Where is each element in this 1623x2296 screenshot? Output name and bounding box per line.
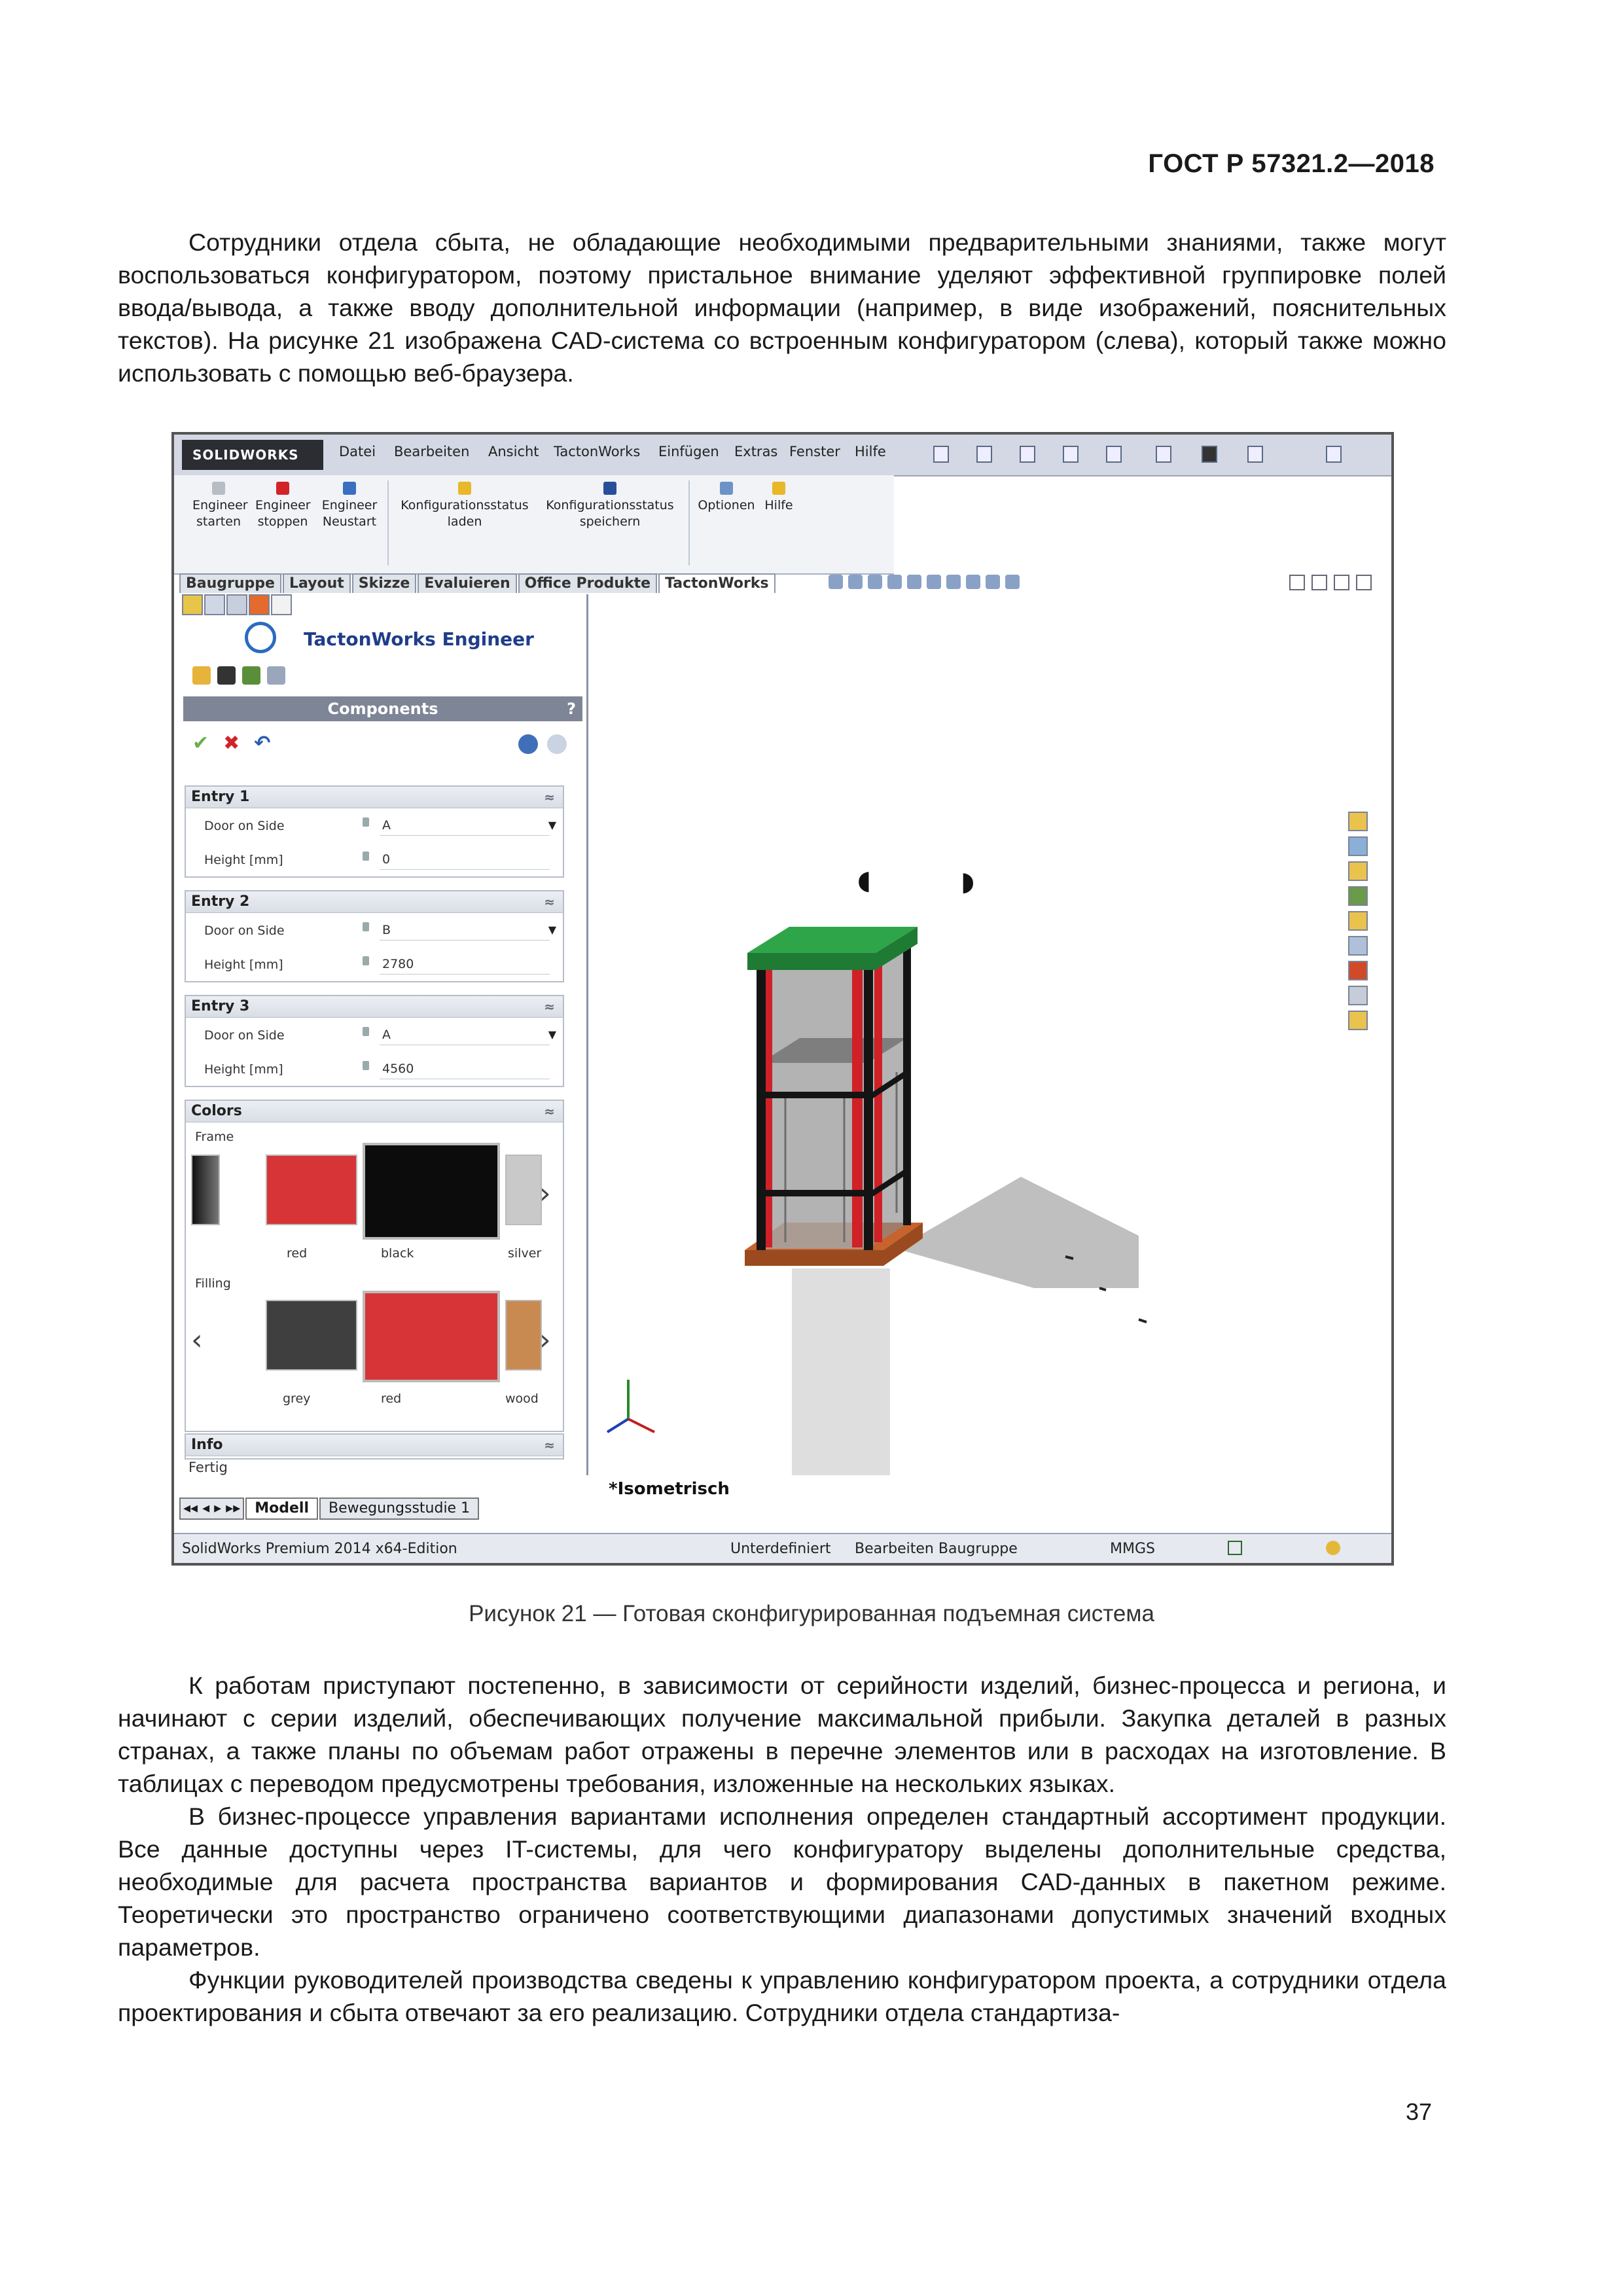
property-manager-icon[interactable] [204,594,225,615]
appearances-icon[interactable] [1348,911,1368,931]
frame-post [757,961,766,1250]
filling-option-label: grey [283,1391,311,1406]
traffic-light-icon[interactable] [217,666,236,685]
window-controls [1283,575,1372,593]
status-bar [174,1533,1391,1563]
group-header[interactable]: Info ≈ [186,1435,563,1456]
cancel-icon[interactable]: ✖ [223,732,240,755]
forward-icon[interactable] [547,734,567,754]
engineer-stop-button[interactable]: Engineer stoppen [255,482,310,530]
edit-mode: Bearbeiten Baugruppe [855,1541,1018,1557]
next-arrow-icon[interactable]: › [539,1323,551,1357]
height-row: Height [mm] 4560 [186,1052,563,1086]
frame-post [903,936,911,1225]
undo-icon[interactable] [1106,446,1122,463]
height-row: Height [mm] 0 [186,842,563,876]
appearance-icon[interactable] [249,594,270,615]
tab-modell[interactable]: Modell [245,1498,318,1520]
door-on-side-select[interactable]: A [380,815,550,836]
filling-option-label: wood [505,1391,539,1406]
feature-tree-icon[interactable] [182,594,203,615]
restore-icon[interactable] [1334,575,1349,590]
paragraph: Функции руководителей производства сведены к управлению конфигуратором проекта, а сотрудники отдела проектирования и сбыта отвечают за его реализацию. Сотрудники отдела стандартиза- [118,1966,1446,2026]
door-on-side-row: Door on Side B ▼ [186,913,563,947]
edition-text: SolidWorks Premium 2014 x64-Edition [182,1541,457,1557]
design-library-icon[interactable] [1348,836,1368,856]
previous-arrow-icon[interactable]: ‹ [191,1323,203,1357]
lifting-eye: ◖ [857,865,872,895]
door-on-side-select[interactable]: A [380,1024,550,1045]
navigation-buttons [509,734,567,757]
info-group [185,1433,564,1460]
dropdown-icon[interactable]: ▼ [548,924,556,936]
export-icon[interactable] [242,666,260,685]
confirm-icon[interactable]: ✔ [192,732,209,755]
command-tabs [179,573,777,593]
select-icon[interactable] [1156,446,1171,463]
menu-item[interactable]: Datei [339,444,376,459]
view-toolbar [829,575,1025,592]
tab-baugruppe[interactable]: Baugruppe [179,573,281,593]
appearance-icon[interactable] [966,575,980,589]
height-input[interactable]: 4560 [380,1058,550,1079]
collapse-icon[interactable]: ≈ [544,894,555,910]
help-icon[interactable]: ? [567,700,576,718]
panel-toolbar [182,594,293,620]
undo-icon[interactable]: ↶ [254,732,271,755]
open-folder-icon[interactable] [976,446,992,463]
collapse-icon[interactable]: ≈ [544,999,555,1014]
panel-title: TactonWorks Engineer [304,628,534,650]
model-reflection [792,1268,890,1475]
task-pane-strip [1348,812,1370,1035]
collapse-icon[interactable]: ≈ [544,1103,555,1119]
roof-front [747,953,876,970]
tab-skizze[interactable]: Skizze [352,573,417,593]
height-input[interactable]: 0 [380,849,550,870]
custom-properties-icon[interactable] [1348,936,1368,956]
engineer-start-button[interactable]: Engineer starten [192,482,245,530]
figure-caption: Рисунок 21 — Готовая сконфигурированная подъемная система [469,1601,1154,1626]
start-icon [212,482,225,495]
filling-swatch-red[interactable] [363,1291,500,1382]
folder-icon [458,482,471,495]
next-arrow-icon[interactable]: › [539,1177,551,1210]
rebuild-icon[interactable] [1228,1541,1242,1555]
entry-group [185,785,564,878]
dropdown-icon[interactable]: ▼ [548,819,556,831]
frame-option-label: silver [508,1246,542,1261]
definition-state: Unterdefiniert [730,1541,831,1557]
height-row: Height [mm] 2780 [186,947,563,981]
tab-evaluieren[interactable]: Evaluieren [418,573,516,593]
menu-bar [174,435,1391,476]
menu-item[interactable]: Fenster [789,444,840,459]
load-configuration-button[interactable]: Konfigurationsstatus laden [395,482,534,530]
minimize-icon[interactable] [1311,575,1327,590]
menu-item[interactable]: Bearbeiten [394,444,470,459]
back-icon[interactable] [518,734,538,754]
hide-show-icon[interactable] [946,575,961,589]
frame-option-label: black [381,1246,414,1261]
lock-icon [363,1027,369,1036]
graphics-viewport[interactable] [589,594,1374,1475]
close-icon[interactable] [1356,575,1372,590]
stop-icon [276,482,289,495]
intro-paragraph [118,226,1446,389]
menu-item[interactable]: Einfügen [658,444,719,459]
frame-option-label: red [287,1246,308,1261]
lock-icon [363,922,369,931]
frame-post [864,961,873,1250]
frame-swatch-black[interactable] [363,1143,500,1240]
menu-item[interactable]: TactonWorks [554,444,641,459]
height-input[interactable]: 2780 [380,954,550,975]
colors-group [185,1100,564,1432]
elevator-model [589,594,1374,1475]
resources-icon[interactable] [1348,812,1368,831]
entry-group [185,890,564,982]
group-header[interactable]: Entry 1 ≈ [186,787,563,808]
frame-swatch-red[interactable] [266,1155,357,1225]
filling-swatch-wood[interactable] [505,1300,542,1371]
ribbon-separator [387,480,389,565]
section-view-icon[interactable] [887,575,902,589]
scroll-arrows-icon[interactable]: ◂◂ ◂ ▸ ▸▸ [179,1498,244,1520]
previous-view-icon[interactable] [868,575,882,589]
door-on-side-select[interactable]: B [380,920,550,941]
standard-designation: ГОСТ Р 57321.2—2018 [1148,149,1435,178]
group-header[interactable]: Entry 3 ≈ [186,996,563,1018]
lock-icon [363,1061,369,1070]
bottom-tabs [179,1498,480,1520]
save-icon[interactable] [1020,446,1035,463]
options-icon [720,482,733,495]
scene-icon[interactable] [986,575,1000,589]
help-icon [772,482,785,495]
window-restore-icon[interactable] [1326,446,1342,463]
print-icon[interactable] [1063,446,1079,463]
lifting-eye: ◗ [961,867,975,897]
ribbon-separator [688,480,690,565]
tile-icon[interactable] [1289,575,1305,590]
file-explorer-icon[interactable] [1348,861,1368,881]
tab-tactonworks[interactable]: TactonWorks [658,573,776,593]
restart-icon [343,482,356,495]
base-front [745,1250,883,1266]
zoom-area-icon[interactable] [848,575,863,589]
forum-icon[interactable] [1348,986,1368,1005]
menu-item[interactable]: Extras [734,444,778,459]
tab-office-produkte[interactable]: Office Produkte [518,573,657,593]
group-header[interactable]: Entry 2 ≈ [186,891,563,913]
document-icon[interactable] [267,666,285,685]
lock-icon [363,852,369,861]
frame-swatch-silver[interactable] [505,1155,542,1225]
options-button[interactable]: Optionen [695,482,758,514]
paragraph: К работам приступают постепенно, в зависимости от серийности изделий, бизнес-процесса и региона, и начинают с серии изделий, обеспечивающих получение максимальной прибыли. Закупка деталей в разных странах, а также планы по объемам работ отражены в перечне элементов или в расходах на изготовление. В таблицах с переводом предусмотрены требования, изложенные на нескольких языках. [118,1672,1446,1797]
lock-icon [363,956,369,965]
tactonworks-icon[interactable] [271,594,292,615]
tab-bewegungsstudie[interactable]: Bewegungsstudie 1 [319,1498,479,1520]
options-icon[interactable] [1247,446,1263,463]
view-orientation-icon[interactable] [907,575,921,589]
unit-system[interactable]: MMGS [1110,1541,1155,1557]
scenes-icon[interactable] [1348,961,1368,980]
red-accent-strip [874,961,882,1242]
status-text: Fertig [188,1460,228,1475]
action-bar [192,732,270,755]
red-accent-strip [852,967,863,1247]
components-header: Components ? [183,696,582,721]
model-shadow [897,1177,1139,1288]
dropdown-icon[interactable]: ▼ [548,1028,556,1041]
filling-label: Filling [195,1276,231,1291]
save-configuration-button[interactable]: Konfigurationsstatus speichern [541,482,679,530]
help-bulb-icon[interactable] [1326,1541,1340,1555]
door-on-side-row: Door on Side A ▼ [186,1018,563,1052]
ribbon [174,475,894,575]
red-accent-strip [766,967,772,1247]
paragraph: Сотрудники отдела сбыта, не обладающие необходимыми предварительными знаниями, также могут воспользоваться конфигуратором, поэтому пристальное внимание уделяют эффективной группировке полей ввода/вывода, а также вводу дополнительной информации (например, в виде изображений, пояснительных текстов). На рисунке 21 изображена CAD-система со встроенным конфигуратором (слева), который также можно использовать с помощью веб-браузера. [118,228,1446,387]
configurator-panel [179,594,588,1475]
paragraph: В бизнес-процессе управления вариантами исполнения определен стандартный ассортимент продукции. Все данные доступны через IT-системы, для чего конфигуратору выделены дополнительные средства, необходимые для расчета пространства вариантов и формирования CAD-данных в пакетном режиме. Теоретически это пространство ограничено соответствующими диапазонами допустимых значений входных параметров. [118,1803,1446,1961]
axis-triad-icon [607,1380,654,1432]
expand-icon[interactable]: ≈ [544,1437,555,1453]
traffic-light-icon[interactable] [1202,446,1217,463]
tacton-pane-icon[interactable] [1348,1011,1368,1030]
configure-icon[interactable] [192,666,211,685]
filling-swatch-grey[interactable] [266,1300,357,1371]
page-number: 37 [1405,2098,1432,2125]
entry-group [185,995,564,1087]
panel-icons [192,666,292,687]
menu-item[interactable]: Ansicht [488,444,539,459]
collapse-icon[interactable]: ≈ [544,789,555,805]
new-file-icon[interactable] [933,446,949,463]
view-settings-icon[interactable] [1005,575,1020,589]
door-on-side-row: Door on Side A ▼ [186,808,563,842]
tab-layout[interactable]: Layout [283,573,351,593]
glass-front [760,963,868,1249]
group-header[interactable]: Colors ≈ [186,1101,563,1122]
view-palette-icon[interactable] [1348,886,1368,906]
zoom-fit-icon[interactable] [829,575,843,589]
filling-option-label: red [381,1391,402,1406]
save-icon [603,482,616,495]
display-style-icon[interactable] [927,575,941,589]
help-button[interactable]: Hilfe [759,482,798,514]
color-swatch[interactable] [191,1155,220,1225]
configuration-manager-icon[interactable] [226,594,247,615]
engineer-restart-button[interactable]: Engineer Neustart [321,482,378,530]
menu-item[interactable]: Hilfe [855,444,886,459]
body-text [118,1669,1446,2029]
app-logo: SOLIDWORKS [182,440,323,470]
figure-screenshot [171,432,1394,1566]
lock-icon [363,817,369,827]
view-name: *Isometrisch [609,1479,730,1499]
frame-label: Frame [195,1130,234,1144]
tacton-logo-icon [245,622,276,653]
